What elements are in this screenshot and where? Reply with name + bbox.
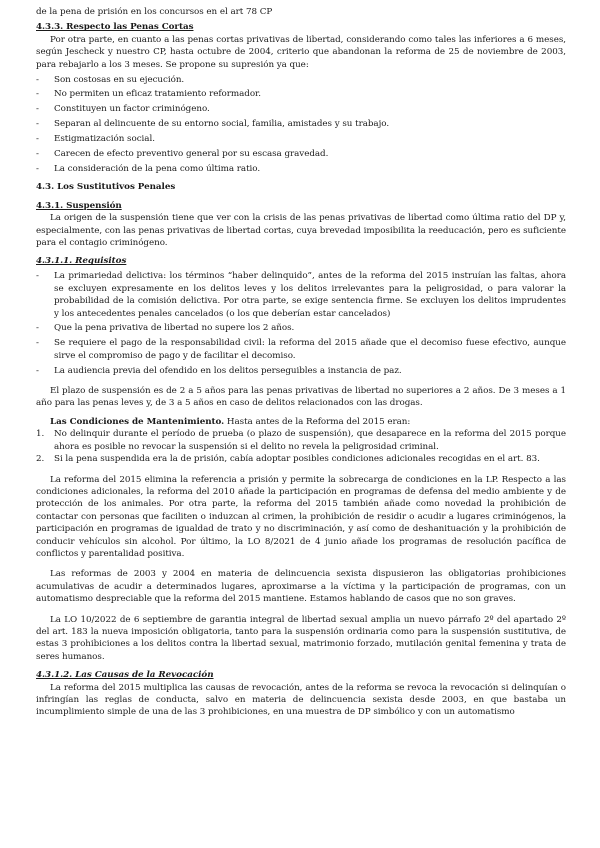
dash-marker: -	[36, 163, 39, 174]
list-item: - Constituyen un factor criminógeno.	[36, 104, 210, 115]
paragraph-penas-cortas: Por otra parte, en cuanto a las penas cortas privativas de libertad, considerando como tales las inferiores a 6 meses, según Jescheck y nuestro CP, hasta octubre de 2004, criterio que abandonan la reforma de 25 de noviembre de 2003, para rebajarlo a los 3 meses. Se propone su supresión ya que:	[36, 34, 566, 70]
list-item: - La primariedad delictiva: los términos “haber delinquido”, antes de la reforma del 2015 instruían las faltas, ahora se excluyen expresamente en los delitos leves y los delitos irrelevantes para la peligrosidad, o para valorar la probabilidad de la comisión delictiva. Por otra parte, se exige sentencia firme. Se excluyen los delitos imprudentes y los antecedentes penales cancelados (o los que deberían estar cancelados)	[36, 271, 566, 319]
dash-marker: -	[36, 271, 39, 282]
paragraph-reformas-2003: Las reformas de 2003 y 2004 en materia de delincuencia sexista dispusieron las obligatorias prohibiciones acumulativas de acudir a determinados lugares, aproximarse a la víctima y la participación de programas, con un automatismo despreciable que la reforma del 2015 mantiene. Estamos hablando de casos que no son graves.	[36, 569, 566, 605]
list-item: - Separan al delincuente de su entorno social, familia, amistades y su trabajo.	[36, 119, 390, 130]
list-item: - Que la pena privativa de libertad no supere los 2 años.	[36, 323, 295, 334]
list-item: - Son costosas en su ejecución.	[36, 74, 185, 85]
dash-marker: -	[36, 323, 39, 334]
dash-marker: -	[36, 89, 39, 100]
heading-4-3-1-1: 4.3.1.1. Requisitos	[36, 256, 127, 267]
list-item: 1. No delinquir durante el período de prueba (o plazo de suspensión), que desaparece en la reforma del 2015 porque ahora es posible no revocar la suspensión si el delito no revela la peligrosidad criminal.	[36, 429, 566, 452]
heading-4-3: 4.3. Los Sustitutivos Penales	[36, 182, 176, 193]
condiciones-label: Las Condiciones de Mantenimiento.	[50, 416, 225, 427]
list-penas-cortas	[36, 74, 566, 176]
paragraph-reforma-2015: La reforma del 2015 elimina la referencia a prisión y permite la sobrecarga de condiciones en la LP. Respecto a las condiciones adicionales, la reforma del 2010 añade la participación en programas de defensa del medio ambiente y de protección de los animales. Por otra parte, la reforma del 2015 también añade como novedad la prohibición de contactar con personas que faciliten o induzcan al crimen, la prohibición de residir o acudir a lugares criminógenos, la participación en programas de igualdad de trato y no discriminación, y así como de deshanituación y la prohibición de conducir vehículos sin alcohol. Por último, la LO 8/2021 de 4 junio añade los programas de resolución pacífica de conflictos y parentalidad positiva.	[36, 474, 566, 559]
list-item: - No permiten un eficaz tratamiento reformador.	[36, 89, 261, 100]
paragraph-condiciones-mantenimiento: Las Condiciones de Mantenimiento. Hasta antes de la Reforma del 2015 eran:	[50, 416, 411, 427]
dash-marker: -	[36, 134, 39, 145]
list-item: 2. Si la pena suspendida era la de prisión, cabía adoptar posibles condiciones adicionales recogidas en el art. 83.	[36, 454, 540, 465]
number-marker: 2.	[36, 454, 45, 465]
list-item: - Carecen de efecto preventivo general por su escasa gravedad.	[36, 149, 329, 160]
dash-marker: -	[36, 365, 39, 376]
paragraph-lo-10-2022: La LO 10/2022 de 6 septiembre de garantia integral de libertad sexual amplia un nuevo párrafo 2º del apartado 2º del art. 183 la nueva imposición obligatoria, tanto para la suspensión ordinaria como para la suspensión sustitutiva, de estas 3 prohibiciones a los delitos contra la libertad sexual, matrimonio forzado, mutilación genital femenina y trata de seres humanos.	[36, 614, 566, 662]
paragraph-suspension: La origen de la suspensión tiene que ver con la crisis de las penas privativas de libertad como última ratio del DP y, especialmente, con las penas privativas de libertad cortas, cuya brevedad imposibilita la reeducación, pero es suficiente para el contagio criminógeno.	[36, 213, 566, 248]
list-item: - Estigmatización social.	[36, 134, 155, 145]
dash-marker: -	[36, 104, 39, 115]
dash-marker: -	[36, 74, 39, 85]
number-marker: 1.	[36, 429, 45, 440]
dash-marker: -	[36, 149, 39, 160]
intro-line: de la pena de prisión en los concursos en el art 78 CP	[36, 7, 273, 17]
heading-4-3-3: 4.3.3. Respecto las Penas Cortas	[36, 22, 194, 33]
list-item: - La consideración de la pena como última ratio.	[36, 163, 261, 174]
heading-4-3-1: 4.3.1. Suspensión	[36, 200, 122, 211]
dash-marker: -	[36, 119, 39, 130]
heading-4-3-1-2: 4.3.1.2. Las Causas de la Revocación	[36, 670, 214, 681]
list-requisitos	[36, 270, 566, 377]
list-condiciones	[36, 428, 566, 465]
list-item: - Se requiere el pago de la responsabilidad civil: la reforma del 2015 añade que el decomiso fuese efectivo, aunque sirve el compromiso de pago y de facilitar el decomiso.	[36, 338, 566, 361]
paragraph-revocacion: La reforma del 2015 multiplica las causas de revocación, antes de la reforma se revoca la revocación si delinquían o infringían las reglas de conducta, salvo en materia de delincuencia sexista desde 2003, en que bastaba un incumplimiento simple de una de las 3 prohibiciones, en una muestra de DP simbólico y con un automatismo	[36, 682, 566, 718]
paragraph-plazo: El plazo de suspensión es de 2 a 5 años para las penas privativas de libertad no superiores a 2 años. De 3 meses a 1 año para las penas leves y, de 3 a 5 años en caso de delitos relacionados con las drogas.	[36, 386, 566, 409]
dash-marker: -	[36, 338, 39, 349]
list-item: - La audiencia previa del ofendido en los delitos perseguibles a instancia de paz.	[36, 365, 402, 376]
